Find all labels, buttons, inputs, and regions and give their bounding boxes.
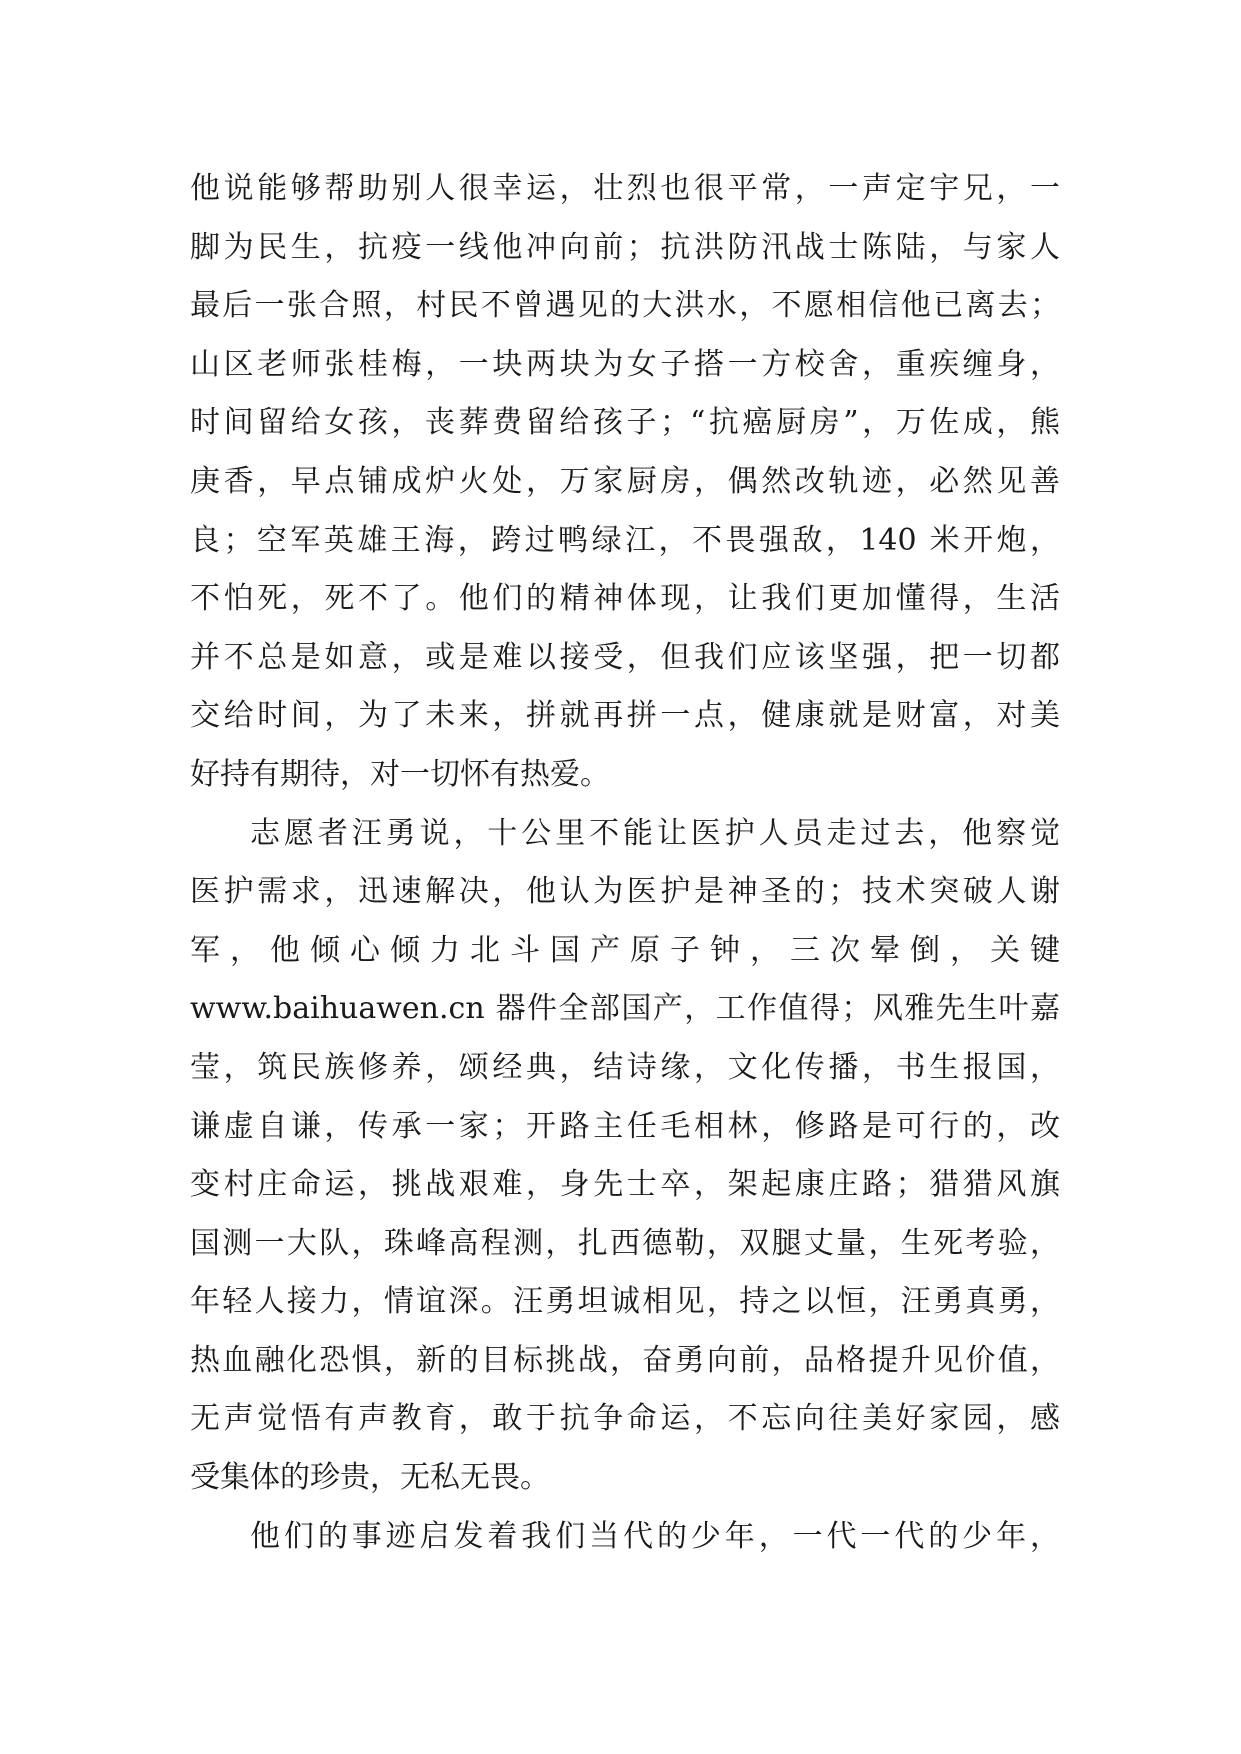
text-line: 他说能够帮助别人很幸运，壮烈也很平常，一声定宇兄，一 [190,171,1060,206]
text-line: 脚为民生，抗疫一线他冲向前；抗洪防汛战士陈陆，与家人 [190,229,1060,265]
text-line: 并不总是如意，或是难以接受，但我们应该坚强，把一切都 [190,639,1060,675]
text-line: 庚香，早点铺成炉火处，万家厨房，偶然改轨迹，必然见善 [190,463,1060,499]
text-line: 谦虚自谦，传承一家；开路主任毛相林，修路是可行的，改 [190,1108,1060,1144]
text-line: 军，他倾心倾力北斗国产原子钟，三次晕倒，关键 [190,932,1060,968]
paragraph-first-line: 他们的事迹启发着我们当代的少年，一代一代的少年， [250,1518,1060,1554]
text-line: 最后一张合照，村民不曾遇见的大洪水，不愿相信他已离去； [190,288,1060,324]
text-line: 医护需求，迅速解决，他认为医护是神圣的；技术突破人谢 [190,874,1060,910]
text-line: 时间留给女孩，丧葬费留给孩子；“抗癌厨房”，万佐成，熊 [190,405,1060,441]
text-line: 国测一大队，珠峰高程测，扎西德勒，双腿丈量，生死考验， [190,1225,1060,1261]
text-line: 交给时间，为了未来，拼就再拼一点，健康就是财富，对美 [190,698,1060,734]
body-text [190,160,1060,1566]
text-line: 受集体的珍贵，无私无畏。 [190,1460,550,1496]
text-line: 无声觉悟有声教育，敢于抗争命运，不忘向往美好家园，感 [190,1401,1060,1437]
text-line: 年轻人接力，情谊深。汪勇坦诚相见，持之以恒，汪勇真勇， [190,1284,1060,1320]
text-line: 热血融化恐惧，新的目标挑战，奋勇向前，品格提升见价值， [190,1342,1060,1378]
text-line: www.baihuawen.cn 器件全部国产，工作值得；风雅先生叶嘉 [190,991,1060,1027]
text-line: 不怕死，死不了。他们的精神体现，让我们更加懂得，生活 [190,581,1060,617]
paragraph-first-line: 志愿者汪勇说，十公里不能让医护人员走过去，他察觉 [250,815,1060,851]
text-line: 山区老师张桂梅，一块两块为女子搭一方校舍，重疾缠身， [190,346,1060,382]
text-line: 良；空军英雄王海，跨过鸭绿江，不畏强敌，140 米开炮， [190,522,1060,558]
text-line: 莹，筑民族修养，颂经典，结诗缘，文化传播，书生报国， [190,1049,1060,1085]
text-line: 好持有期待，对一切怀有热爱。 [190,756,610,792]
text-line: 变村庄命运，挑战艰难，身先士卒，架起康庄路；猎猎风旗 [190,1167,1060,1203]
